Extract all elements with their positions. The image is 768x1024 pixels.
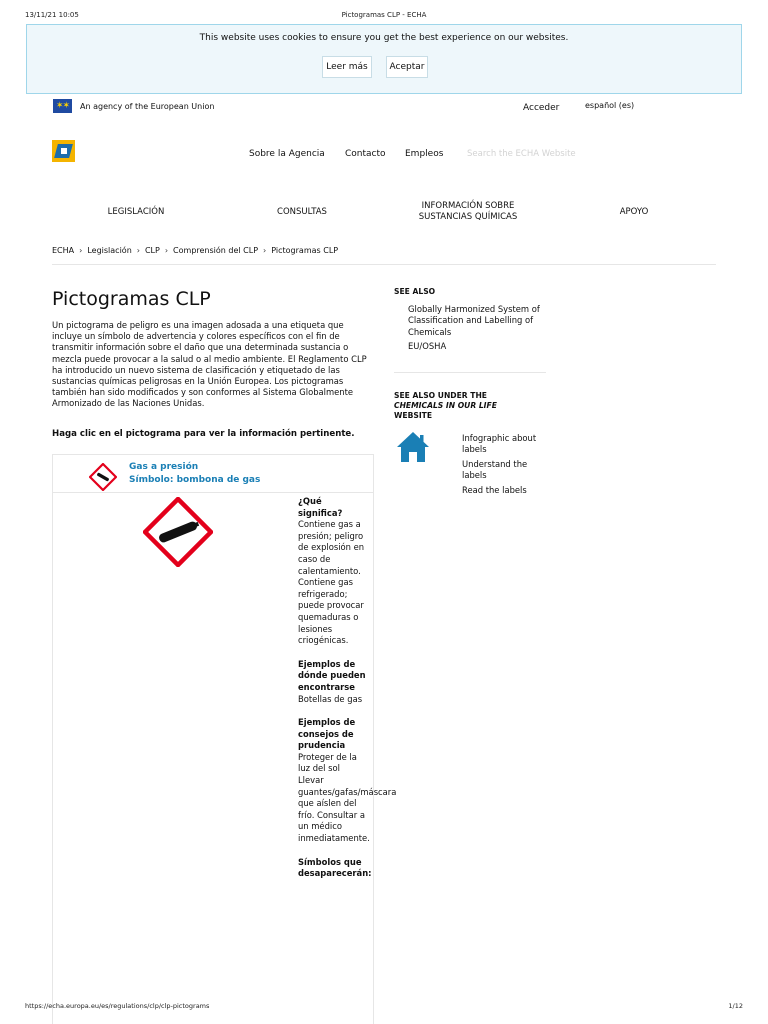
meaning-heading: ¿Qué significa?	[298, 496, 343, 518]
link-ghs[interactable]: Globally Harmonized System of Classification and Labelling of Chemicals	[408, 304, 540, 337]
page-title: Pictogramas CLP	[52, 288, 211, 310]
pictogram-details	[298, 496, 397, 892]
where-text: Botellas de gas	[298, 693, 363, 704]
link-infographic[interactable]: Infographic about labels	[462, 433, 537, 455]
breadcrumb	[52, 246, 338, 255]
cookie-banner	[26, 24, 742, 94]
pictogram-panel	[52, 454, 397, 1024]
echa-logo[interactable]	[52, 140, 75, 162]
breadcrumb-understanding-clp[interactable]: Comprensión del CLP	[173, 246, 259, 255]
chevron-right-icon: ›	[164, 246, 169, 255]
see-also-links	[408, 304, 548, 356]
advice-text: Proteger de la luz del sol Llevar guantes/gafas/máscara que aíslen del frío. Consultar a un médico inmediatamente.	[298, 751, 397, 844]
chevron-right-icon: ›	[136, 246, 140, 255]
see-also-under-heading	[394, 391, 534, 421]
divider	[52, 264, 716, 265]
read-more-button[interactable]: Leer más	[322, 56, 372, 78]
intro-text: Un pictograma de peligro es una imagen adosada a una etiqueta que incluye un símbolo de advertencia y colores específicos con el fin de transmitir información sobre el daño que una determinada sustancia o mezcla puede provocar a la salud o al medio ambiente. El Reglamento CLP ha introducido un nuevo sistema de clasificación y etiquetado de las sustancias químicas peligrosas en la Unión Europea. Los pictogramas también han sido modificados y son conformes al Sistema Globalmente Armonizado de las Naciones Unidas.	[52, 320, 367, 409]
agency-text: An agency of the European Union	[80, 101, 215, 111]
nav-about[interactable]: Sobre la Agencia	[249, 149, 325, 159]
nav-contact[interactable]: Contacto	[345, 149, 386, 159]
accept-cookies-button[interactable]: Aceptar	[386, 56, 428, 78]
eu-agency-banner	[53, 99, 214, 113]
language-selector[interactable]: español (es)	[585, 101, 635, 110]
breadcrumb-current: Pictogramas CLP	[271, 246, 339, 255]
print-title: Pictogramas CLP - ECHA	[341, 11, 427, 19]
divider	[394, 372, 546, 373]
nav-jobs[interactable]: Empleos	[405, 149, 444, 159]
house-icon[interactable]	[396, 430, 430, 464]
nav-legislation[interactable]: LEGISLACIÓN	[107, 207, 165, 217]
nav-consultations[interactable]: CONSULTAS	[277, 207, 327, 217]
print-url: https://echa.europa.eu/es/regulations/clp/clp-pictograms	[25, 1002, 210, 1010]
gas-cylinder-large-icon	[143, 497, 213, 567]
chemicals-links	[462, 433, 552, 499]
instruction-text: Haga clic en el pictograma para ver la información pertinente.	[52, 429, 355, 439]
breadcrumb-echa[interactable]: ECHA	[52, 246, 75, 255]
sidebar	[394, 287, 546, 495]
heading-line-1: SEE ALSO UNDER THE	[394, 391, 487, 400]
meaning-text: Contiene gas a presión; peligro de explosión en caso de calentamiento. Contiene gas refrigerado; puede provocar quemaduras o lesiones criogénicas.	[298, 519, 365, 646]
nav-support[interactable]: APOYO	[619, 207, 649, 217]
eu-flag-icon: ✶✶	[53, 99, 72, 113]
see-also-heading: SEE ALSO	[394, 287, 436, 296]
print-header	[0, 11, 768, 23]
search-input[interactable]	[467, 146, 597, 162]
gas-cylinder-pictogram-icon[interactable]	[89, 463, 117, 491]
where-heading: Ejemplos de dónde pueden encontrarse	[298, 658, 366, 692]
login-link[interactable]: Acceder	[523, 103, 560, 113]
heading-line-3: WEBSITE	[394, 411, 433, 420]
cookie-message: This website uses cookies to ensure you get the best experience on our websites.	[199, 33, 569, 43]
chevron-right-icon: ›	[263, 246, 267, 255]
divider	[53, 492, 373, 493]
print-page-number: 1/12	[728, 1002, 743, 1010]
advice-heading: Ejemplos de consejos de prudencia	[298, 717, 356, 751]
heading-line-2: CHEMICALS IN OUR LIFE	[394, 401, 497, 410]
nav-chemical-info[interactable]: INFORMACIÓN SOBRE SUSTANCIAS QUÍMICAS	[418, 201, 518, 222]
symbols-heading: Símbolos que desaparecerán:	[298, 856, 372, 879]
main-nav	[0, 196, 768, 230]
link-eu-osha[interactable]: EU/OSHA	[408, 341, 447, 352]
breadcrumb-clp[interactable]: CLP	[144, 246, 160, 255]
pictogram-title[interactable]	[129, 461, 260, 487]
print-timestamp: 13/11/21 10:05	[25, 11, 79, 19]
chevron-right-icon: ›	[79, 246, 83, 255]
pictogram-name[interactable]: Gas a presión	[129, 462, 199, 472]
breadcrumb-legislation[interactable]: Legislación	[87, 246, 132, 255]
pictogram-symbol[interactable]: Símbolo: bombona de gas	[129, 475, 261, 485]
link-read-labels[interactable]: Read the labels	[462, 484, 527, 495]
link-understand-labels[interactable]: Understand the labels	[462, 458, 528, 481]
